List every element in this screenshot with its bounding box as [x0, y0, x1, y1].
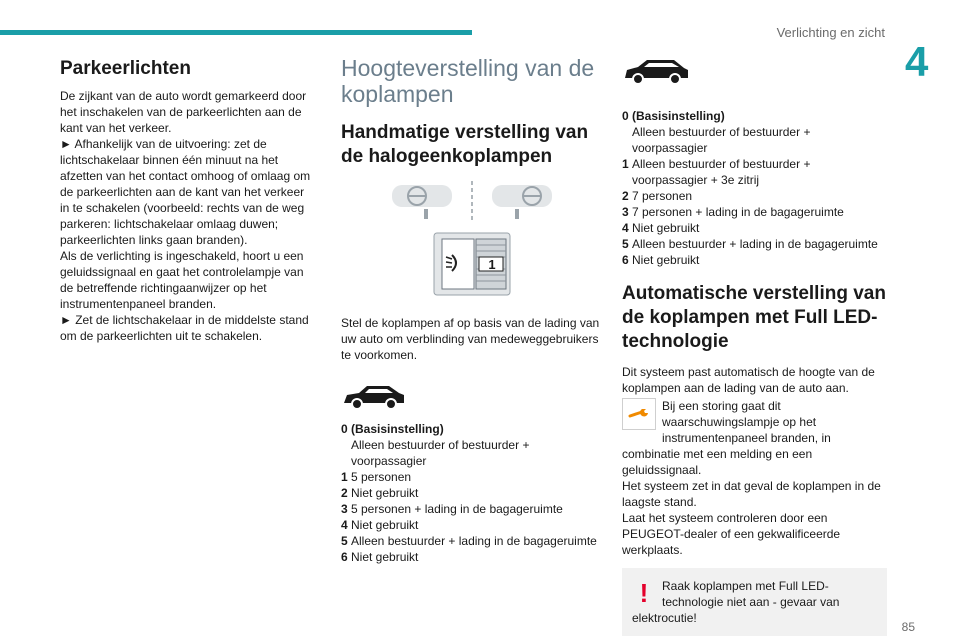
headlamp-adjustment-title: Hoogteverstelling van de koplampen — [341, 55, 595, 107]
fault-paragraph: Bij een storing gaat dit waarschuwingslampje op het instrumentenpaneel branden, in combinatie met een melding en een geluidssignaal. — [622, 399, 831, 477]
section-title: Verlichting en zicht — [776, 25, 885, 40]
list-item: 3 7 personen + lading in de bagageruimte — [622, 205, 844, 219]
paragraph: ► Afhankelijk van de uitvoering: zet de lichtschakelaar binnen één minuut na het afzetten van het contact omhoog of omlaag om de parkeerlichten aan de kant van het verkeer in te schakelen (voorbeeld: rechts van de weg parkeren: lichtschakelaar omlaag duwen; parkeerlichten links gaan branden). — [60, 137, 311, 247]
list-item: 2 7 personen — [622, 189, 693, 203]
electrocution-warning: ! Raak koplampen met Full LED-technologie niet aan - gevaar van elektrocutie! — [622, 568, 887, 636]
column-automatic-adjustment — [622, 52, 887, 636]
list-item: 0 (Basisinstelling) Alleen bestuurder of bestuurder + voorpassagier — [341, 422, 530, 468]
dial-position-number: 1 — [488, 257, 496, 272]
list-item: 5 Alleen bestuurder + lading in de bagageruimte — [622, 237, 878, 251]
dealer-check-text: Laat het systeem controleren door een PEUGEOT-dealer of een gekwalificeerde werkplaats. — [622, 511, 841, 557]
list-item: 3 5 personen + lading in de bagageruimte — [341, 502, 563, 516]
column-headlamp-adjustment — [341, 55, 603, 565]
list-item: 4 Niet gebruikt — [622, 221, 700, 235]
list-item: 6 Niet gebruikt — [622, 253, 700, 267]
automatic-adjustment-title: Automatische verstelling van de koplampen met Full LED-technologie — [622, 283, 886, 352]
list-item: 0 (Basisinstelling) Alleen bestuurder of bestuurder + voorpassagier — [622, 109, 811, 155]
load-positions-legend-7-seat — [622, 108, 887, 268]
paragraph: Als de verlichting is ingeschakeld, hoort u een geluidssignaal en gaat het controlelampje van de betreffende richtingaanwijzer op het instrumentenpaneel branden. — [60, 249, 304, 311]
paragraph: ► Zet de lichtschakelaar in de middelste stand om de parkeerlichten uit te schakelen. — [60, 313, 309, 343]
lowest-position-text: Het systeem zet in dat geval de koplampen in de laagste stand. — [622, 479, 881, 509]
parking-lights-title: Parkeerlichten — [60, 58, 191, 79]
list-item: 6 Niet gebruikt — [341, 550, 419, 564]
car-silhouette-7-seat — [622, 56, 887, 90]
header-accent-bar — [0, 30, 472, 35]
manual-adjustment-subtitle: Handmatige verstelling van de halogeenkoplampen — [341, 122, 589, 167]
car-icon — [341, 381, 407, 411]
headlamp-dial-illustration — [341, 231, 603, 297]
chapter-number: 4 — [905, 38, 929, 85]
list-item: 2 Niet gebruikt — [341, 486, 419, 500]
steering-wheel-icon — [372, 179, 572, 225]
page-number: 85 — [901, 620, 915, 634]
list-item: 1 Alleen bestuurder of bestuurder + voorpassagier + 3e zitrij — [622, 157, 811, 187]
car-silhouette-5-seat — [341, 381, 603, 415]
list-item: 1 5 personen — [341, 470, 412, 484]
headlamp-switch-location-illustration — [341, 179, 603, 225]
automatic-intro: Dit systeem past automatisch de hoogte van de koplampen aan de lading van de auto aan. — [622, 365, 875, 395]
load-positions-legend-5-seat — [341, 421, 603, 565]
column-parking-lights — [60, 58, 315, 344]
car-icon — [622, 56, 692, 86]
paragraph: De zijkant van de auto wordt gemarkeerd door het inschakelen van de parkeerlichten aan de kant van het verkeer. — [60, 89, 307, 135]
adjustment-instructions: Stel de koplampen af op basis van de lading van uw auto om verblinding van medeweggebruikers te voorkomen. — [341, 316, 600, 362]
wrench-warning-lamp-icon — [622, 398, 656, 430]
list-item: 5 Alleen bestuurder + lading in de bagageruimte — [341, 534, 597, 548]
danger-exclamation-icon: ! — [639, 578, 649, 608]
list-item: 4 Niet gebruikt — [341, 518, 419, 532]
